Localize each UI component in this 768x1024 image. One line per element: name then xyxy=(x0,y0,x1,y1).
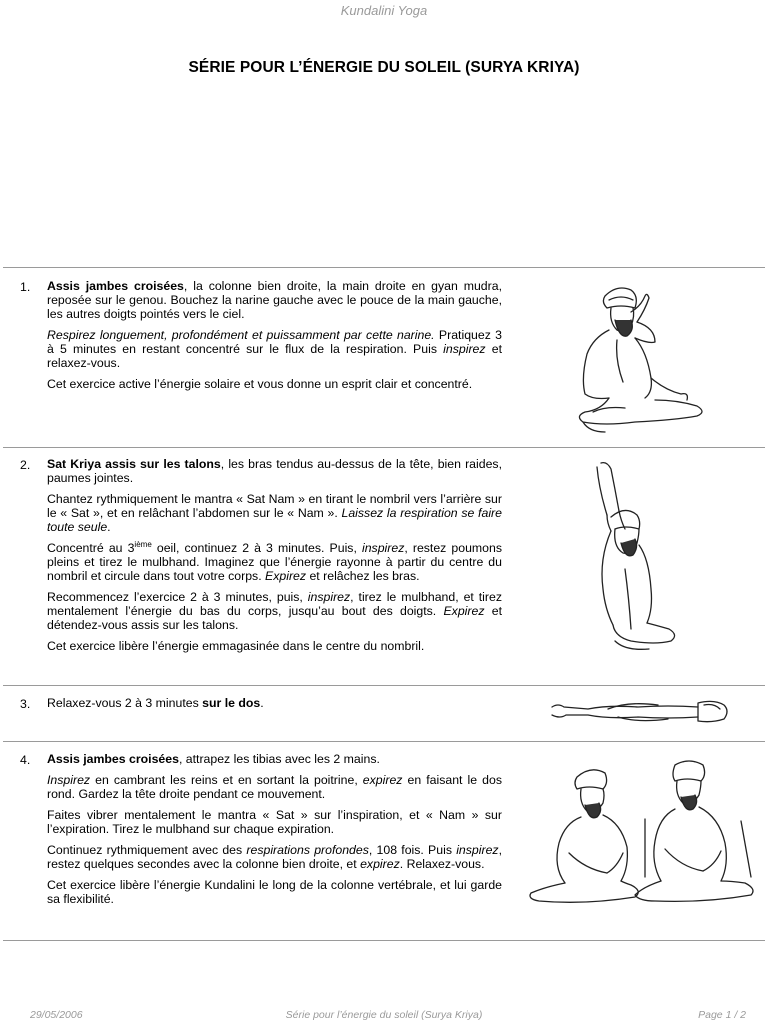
text-run: Inspirez xyxy=(47,773,91,788)
text-run: et relâchez les bras. xyxy=(306,568,420,583)
text-run: et relaxez-vous. xyxy=(47,341,502,370)
text-run: Continuez rythmiquement avec des xyxy=(47,843,247,858)
text-run: Cet exercice active l’énergie solaire et vous donne un esprit clair et concentré. xyxy=(47,376,473,391)
text-run: Chantez rythmiquement le mantra « Sat Nam » en tirant le nombril vers l’arrière sur le « Sat », et en relâchant l’abdomen sur le « Nam ». xyxy=(47,492,502,520)
text-run: . Relaxez-vous. xyxy=(399,857,485,871)
text-run: . xyxy=(260,696,264,710)
section-divider xyxy=(3,741,765,742)
seated-nostril-breathing-illustration xyxy=(565,282,715,437)
text-run: expirez xyxy=(360,857,400,871)
section-divider xyxy=(3,940,765,941)
exercise-number: 4. xyxy=(20,753,31,767)
exercise-number: 1. xyxy=(20,280,31,294)
text-run: Pratiquez 3 à 5 minutes en restant concentré sur le flux de la respiration. Puis xyxy=(47,327,502,356)
text-run: inspirez xyxy=(361,540,405,555)
page-title: SÉRIE POUR L’ÉNERGIE DU SOLEIL (SURYA KRIYA) xyxy=(188,59,580,76)
text-run: Expirez xyxy=(443,603,485,618)
text-run: inspirez xyxy=(307,589,351,604)
text-run: expirez xyxy=(362,773,403,788)
footer-document-title: Série pour l’énergie du soleil (Surya Kriya) xyxy=(285,1009,483,1021)
text-run: Assis jambes croisées xyxy=(47,279,184,293)
exercise-paragraph xyxy=(47,378,502,392)
exercise-text xyxy=(47,697,502,718)
text-run: inspirez xyxy=(456,843,499,858)
exercise-paragraph xyxy=(47,591,502,633)
text-run: , les bras tendus au-dessus de la tête, bien raides, paumes jointes. xyxy=(47,457,502,485)
text-run: , attrapez les tibias avec les 2 mains. xyxy=(178,752,380,766)
text-run: Respirez longuement, profondément et puissamment par cette narine. xyxy=(47,327,435,342)
text-run: , tirez le mulbhand, et tirez mentalement l’énergie du bas du corps, jusqu’au bout des doigts. xyxy=(47,589,502,618)
text-run: Expirez xyxy=(265,568,307,583)
exercise-paragraph xyxy=(47,280,502,322)
text-run: inspirez xyxy=(443,341,486,356)
text-run: , restez quelques secondes avec la colonne bien droite, et xyxy=(47,843,502,871)
text-run: , 108 fois. Puis xyxy=(368,843,457,858)
exercise-paragraph xyxy=(47,753,502,767)
text-run: . xyxy=(107,519,111,534)
text-run: Cet exercice libère l’énergie Kundalini le long de la colonne vertébrale, et lui garde sa flexibilité. xyxy=(47,878,502,906)
text-run: Faites vibrer mentalement le mantra « Sat » sur l’inspiration, et « Nam » sur l’expiration. Tirez le mulbhand sur chaque expiration. xyxy=(47,808,502,836)
running-header: Kundalini Yoga xyxy=(340,3,428,18)
text-run: en faisant le dos rond. Gardez la tête droite pendant ce mouvement. xyxy=(47,773,502,801)
section-divider xyxy=(3,447,765,448)
text-run: oeil, continuez 2 à 3 minutes. Puis, xyxy=(151,540,362,555)
footer-date: 29/05/2006 xyxy=(30,1009,83,1021)
text-run: Sat Kriya assis sur les talons xyxy=(47,457,221,471)
exercise-text xyxy=(47,753,502,914)
text-run: en cambrant les reins et en sortant la poitrine, xyxy=(90,773,363,788)
section-divider xyxy=(3,685,765,686)
text-run: Cet exercice libère l’énergie emmagasinée dans le centre du nombril. xyxy=(47,638,425,653)
text-run: ième xyxy=(134,539,152,549)
exercise-text xyxy=(47,458,502,661)
text-run: sur le dos xyxy=(202,696,261,710)
exercise-paragraph xyxy=(47,640,502,654)
exercise-paragraph xyxy=(47,809,502,837)
exercise-paragraph xyxy=(47,329,502,371)
exercise-paragraph xyxy=(47,539,502,584)
exercise-paragraph xyxy=(47,879,502,907)
exercise-paragraph xyxy=(47,458,502,486)
sat-kriya-illustration xyxy=(585,459,685,655)
exercise-number: 2. xyxy=(20,458,31,472)
text-run: Relaxez-vous 2 à 3 minutes xyxy=(47,696,203,710)
text-run: Assis jambes croisées xyxy=(47,752,179,766)
text-run: respirations profondes xyxy=(246,843,369,858)
footer-page-number: Page 1 / 2 xyxy=(698,1009,746,1021)
exercise-text xyxy=(47,280,502,399)
text-run: Concentré au 3 xyxy=(47,540,135,555)
exercise-paragraph xyxy=(47,697,502,711)
exercise-paragraph xyxy=(47,493,502,535)
text-run: et détendez-vous assis sur les talons. xyxy=(47,603,502,632)
exercise-number: 3. xyxy=(20,697,31,711)
text-run: Recommencez l’exercice 2 à 3 minutes, puis, xyxy=(47,589,308,604)
exercise-paragraph xyxy=(47,774,502,802)
spinal-flex-illustration xyxy=(525,757,760,907)
text-run: , restez poumons pleins et tirez le mulbhand. Imaginez que l’énergie rayonne à partir du centre du nombril et circule dans tout votre corps. xyxy=(47,540,502,583)
text-run: , la colonne bien droite, la main droite en gyan mudra, reposée sur le genou. Bouchez la narine gauche avec le pouce de la main gauche, les autres doigts pointés vers le ciel. xyxy=(47,279,502,321)
text-run: Laissez la respiration se faire toute seule xyxy=(47,505,502,534)
exercise-paragraph xyxy=(47,844,502,872)
section-divider xyxy=(3,267,765,268)
lying-on-back-illustration xyxy=(548,697,734,727)
